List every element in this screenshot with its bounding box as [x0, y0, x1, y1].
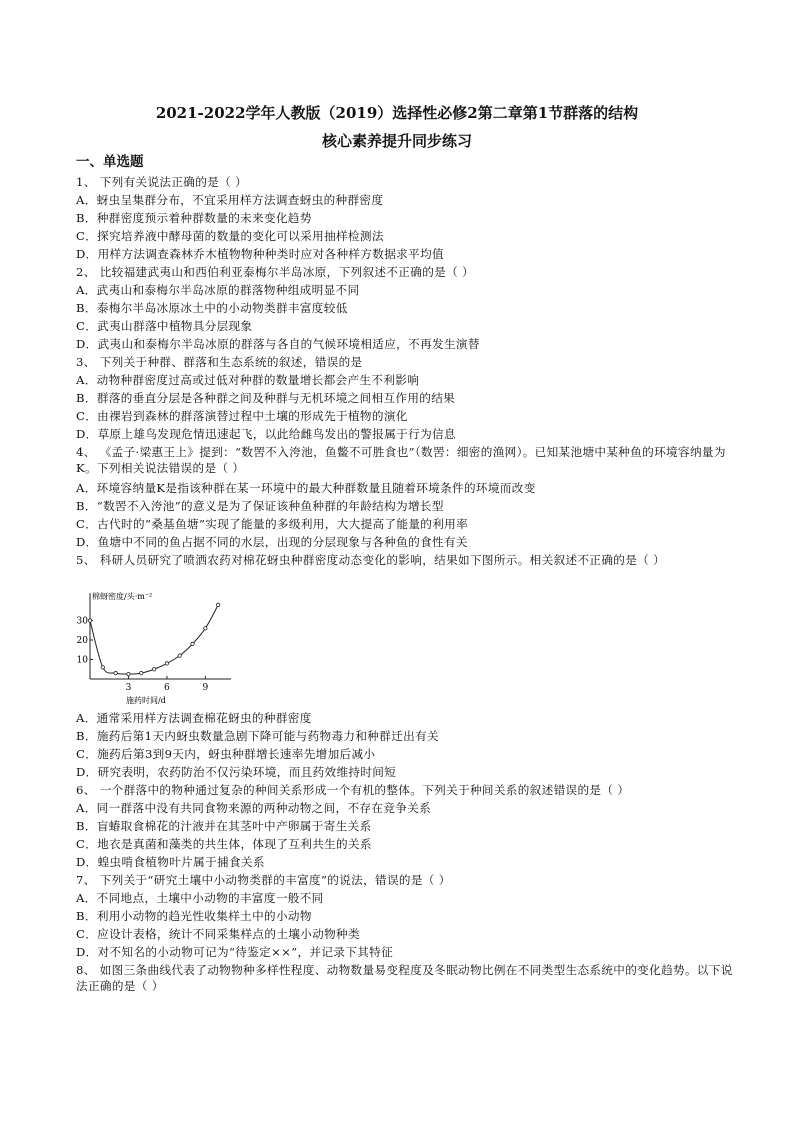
question-7-option-c: C．应设计表格，统计不同采集样点的土壤小动物种类	[76, 927, 360, 941]
data-point	[114, 671, 117, 674]
data-point	[88, 619, 91, 622]
data-point	[165, 662, 168, 665]
question-4-option-d: D．鱼塘中不同的鱼占据不同的水层，出现的分层现象与各种鱼的食性有关	[76, 535, 468, 549]
chart-points	[88, 603, 220, 676]
question-8-stem: 8、 如图三条曲线代表了动物物种多样性程度、动物数量易变程度及冬眠动物比例在不同类型生态系统中的变化趋势。以下说法正确的是（ ）	[76, 963, 733, 993]
data-point	[178, 654, 181, 657]
question-6-stem: 6、 一个群落中的物种通过复杂的种间关系形成一个有机的整体。下列关于种间关系的叙述错误的是（ ）	[76, 783, 630, 797]
question-2-option-b: B．泰梅尔半岛冰原冰土中的小动物类群丰富度较低	[76, 301, 348, 315]
question-1-option-a: A．蚜虫呈集群分布，不宜采用样方法调查蚜虫的种群密度	[76, 193, 384, 207]
question-2-option-c: C．武夷山群落中植物具分层现象	[76, 319, 253, 333]
data-point	[101, 666, 104, 669]
question-4-stem: 4、 《孟子·梁惠王上》提到：“数罟不入洿池，鱼鳖不可胜食也”（数罟：细密的渔网）。已知某池塘中某种鱼的环境容纳量为K。下列相关说法错误的是（ ）	[76, 445, 726, 475]
question-5-option-d: D．研究表明，农药防治不仅污染环境，而且药效维持时间短	[76, 765, 397, 779]
y-tick-label: 20	[76, 636, 88, 646]
document-title: 2021-2022学年人教版（2019）选择性必修2第二章第1节群落的结构	[155, 104, 639, 122]
aphid-density-chart	[76, 587, 236, 705]
x-tick-label: 3	[125, 683, 132, 693]
question-5-option-c: C．施药后第3到9天内，蚜虫种群增长速率先增加后减小	[76, 747, 376, 761]
question-3-option-a: A．动物种群密度过高或过低对种群的数量增长都会产生不利影响	[76, 373, 420, 387]
question-2-option-d: D．武夷山和泰梅尔半岛冰原的群落与各自的气候环境相适应，不再发生演替	[76, 337, 480, 351]
question-6-option-c: C．地衣是真菌和藻类的共生体，体现了互利共生的关系	[76, 837, 372, 851]
question-7-option-b: B．利用小动物的趋光性收集样土中的小动物	[76, 909, 312, 923]
question-1-option-c: C．探究培养液中酵母菌的数量的变化可以采用抽样检测法	[76, 229, 384, 243]
question-2-option-a: A．武夷山和泰梅尔半岛冰原的群落物种组成明显不同	[76, 283, 360, 297]
question-1-stem: 1、 下列有关说法正确的是（ ）	[76, 175, 248, 189]
question-1-option-d: D．用样方法调查森林乔木植物物种种类时应对各种样方数据求平均值	[76, 247, 444, 261]
data-point	[152, 668, 155, 671]
x-tick-label: 9	[202, 683, 209, 693]
section-heading: 一、单选题	[76, 154, 144, 170]
question-3-option-b: B．群落的垂直分层是各种群之间及种群与无机环境之间相互作用的结果	[76, 391, 456, 405]
y-tick-label: 10	[76, 655, 88, 666]
data-point	[204, 627, 207, 630]
question-5-option-a: A．通常采用样方法调查棉花蚜虫的种群密度	[76, 711, 312, 725]
question-6-option-b: B．盲蝽取食棉花的汁液并在其茎叶中产卵属于寄生关系	[76, 819, 372, 833]
x-tick-label: 6	[164, 683, 170, 693]
question-5-stem: 5、 科研人员研究了喷洒农药对棉花蚜虫种群密度动态变化的影响，结果如下图所示。相关叙述不正确的是（ ）	[76, 553, 666, 567]
question-5-option-b: B．施药后第1天内蚜虫数量急剧下降可能与药物毒力和种群迁出有关	[76, 729, 439, 743]
data-point	[127, 672, 130, 675]
density-curve	[90, 605, 218, 674]
question-6-option-d: D．蝗虫啃食植物叶片属于捕食关系	[76, 855, 265, 869]
document-subtitle: 核心素养提升同步练习	[321, 132, 472, 150]
data-point	[216, 603, 219, 606]
question-4-option-b: B．“数罟不入洿池”的意义是为了保证该种鱼种群的年龄结构为增长型	[76, 499, 444, 513]
question-3-option-c: C．由裸岩到森林的群落演替过程中土壤的形成先于植物的演化	[76, 409, 408, 423]
question-7-stem: 7、 下列关于“研究土壤中小动物类群的丰富度”的说法，错误的是（ ）	[76, 873, 451, 887]
question-6-option-a: A．同一群落中没有共同食物来源的两种动物之间，不存在竞争关系	[76, 801, 432, 815]
question-4-option-c: C．古代时的“桑基鱼塘”实现了能量的多级利用，大大提高了能量的利用率	[76, 517, 469, 531]
question-4-option-a: A．环境容纳量K是指该种群在某一环境中的最大种群数量且随着环境条件的环境而改变	[76, 481, 536, 495]
y-tick-label: 30	[76, 616, 88, 627]
data-point	[140, 671, 143, 674]
chart-ticks	[77, 617, 209, 694]
question-7-option-a: A．不同地点，土壤中小动物的丰富度一般不同	[76, 891, 324, 905]
data-point	[191, 642, 194, 645]
question-7-option-d: D．对不知名的小动物可记为“待鉴定××”，并记录下其特征	[76, 945, 394, 959]
question-3-stem: 3、 下列关于种群、群落和生态系统的叙述，错误的是	[76, 355, 363, 369]
question-1-option-b: B．种群密度预示着种群数量的未来变化趋势	[76, 211, 312, 225]
y-axis-label: 棉蚜密度/头·m⁻²	[92, 592, 153, 601]
x-axis-label: 施药时间/d	[126, 696, 166, 705]
question-3-option-d: D．草原上雄鸟发现危情迅速起飞，以此给雌鸟发出的警报属于行为信息	[76, 427, 456, 441]
question-2-stem: 2、 比较福建武夷山和西伯利亚泰梅尔半岛冰原，下列叙述不正确的是（ ）	[76, 265, 474, 279]
